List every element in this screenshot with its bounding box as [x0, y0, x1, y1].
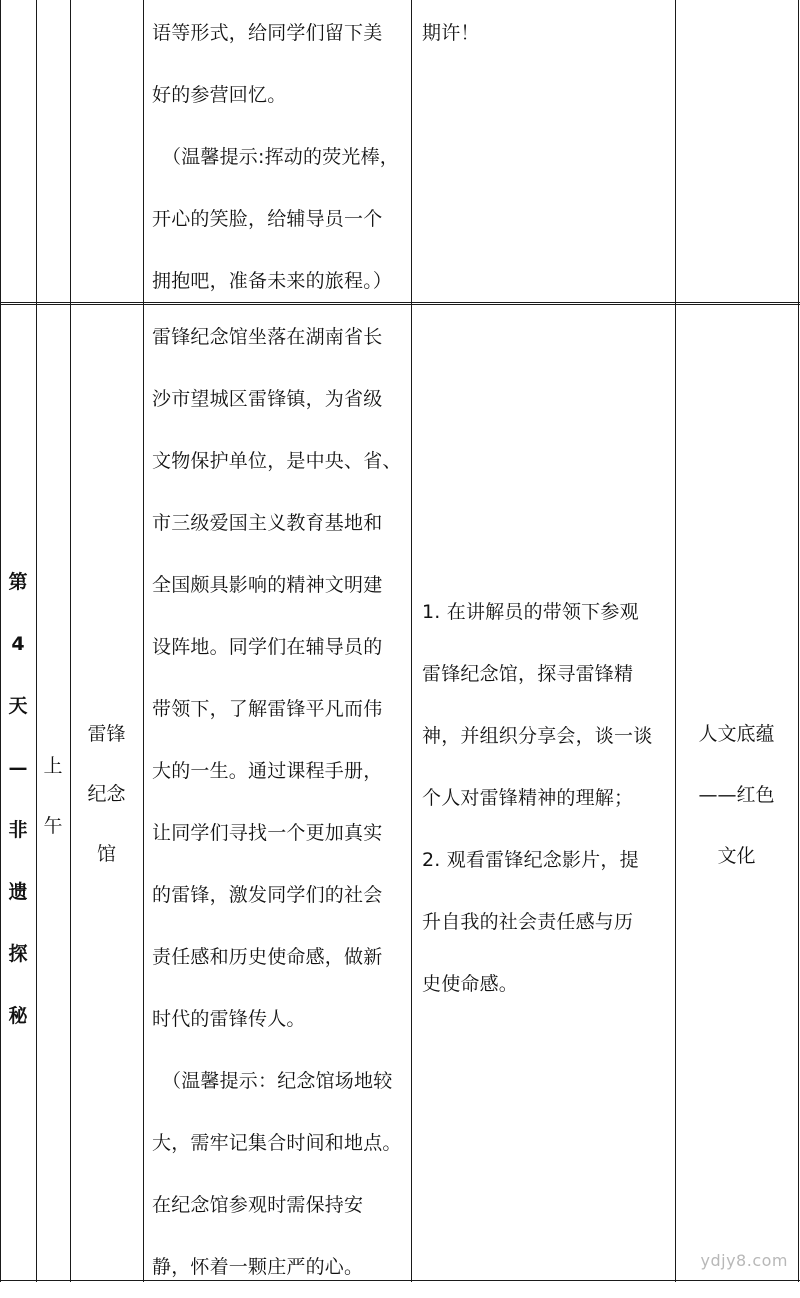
- description-line: 全国颇具影响的精神文明建: [152, 574, 383, 596]
- description-line: 开心的笑脸，给辅导员一个: [152, 208, 383, 230]
- day-label-char: 天: [8, 695, 28, 717]
- description-line: 让同学们寻找一个更加真实: [152, 822, 383, 844]
- venue-line: 纪念: [87, 783, 126, 805]
- theme-line: ——红色: [698, 784, 775, 806]
- day-label-char: 遗: [8, 881, 28, 903]
- period-char: 上: [43, 755, 63, 777]
- day-label-char: —: [8, 757, 28, 779]
- description-line: 好的参营回忆。: [152, 84, 287, 106]
- top-row-activity: [422, 2, 670, 64]
- description-line: 拥抱吧，准备未来的旅程。）: [152, 270, 393, 292]
- theme-line: 文化: [717, 845, 756, 867]
- venue-label: [70, 704, 143, 884]
- activity-line: 2. 观看雷锋纪念影片，提: [422, 849, 639, 871]
- activity-line: 期许！: [422, 22, 480, 44]
- day-label-char: 第: [8, 571, 28, 593]
- column-divider: [411, 0, 412, 1282]
- day-label-char: 探: [8, 943, 28, 965]
- description-line: 静，怀着一颗庄严的心。: [152, 1256, 364, 1278]
- activity-line: 雷锋纪念馆，探寻雷锋精: [422, 663, 634, 685]
- description-line: 大的一生。通过课程手册，: [152, 760, 383, 782]
- description-line: 市三级爱国主义教育基地和: [152, 512, 383, 534]
- activity-line: 升自我的社会责任感与历: [422, 911, 634, 933]
- column-divider: [36, 0, 37, 1282]
- description-line: 雷锋纪念馆坐落在湖南省长: [152, 326, 383, 348]
- theme-label: [675, 704, 798, 887]
- day-label-char: 非: [8, 819, 28, 841]
- day-label-char: 4: [11, 633, 25, 655]
- description-line: 带领下，了解雷锋平凡而伟: [152, 698, 383, 720]
- activity-line: 1. 在讲解员的带领下参观: [422, 601, 639, 623]
- description-line: 在纪念馆参观时需保持安: [152, 1194, 364, 1216]
- venue-line: 雷锋: [87, 723, 126, 745]
- description-line: 语等形式，给同学们留下美: [152, 22, 383, 44]
- day-label: [0, 551, 36, 1047]
- day4-activities: [422, 581, 672, 1015]
- period-char: 午: [43, 815, 63, 837]
- column-divider: [675, 0, 676, 1282]
- table-border-right: [798, 0, 799, 1282]
- description-line: 时代的雷锋传人。: [152, 1008, 306, 1030]
- activity-line: 神，并组织分享会，谈一谈: [422, 725, 653, 747]
- description-line: 的雷锋，激发同学们的社会: [152, 884, 383, 906]
- day4-description: [152, 306, 408, 1298]
- day-label-char: 秘: [8, 1005, 28, 1027]
- top-row-description: [152, 2, 408, 312]
- description-line: 文物保护单位，是中央、省、: [152, 450, 402, 472]
- activity-line: 个人对雷锋精神的理解；: [422, 787, 634, 809]
- description-line: 沙市望城区雷锋镇，为省级: [152, 388, 383, 410]
- description-line: 大，需牢记集合时间和地点。: [152, 1132, 402, 1154]
- description-line: 设阵地。同学们在辅导员的: [152, 636, 383, 658]
- venue-line: 馆: [96, 843, 116, 865]
- activity-line: 史使命感。: [422, 973, 519, 995]
- period-label: [36, 736, 70, 856]
- description-line: （温馨提示:挥动的荧光棒，: [162, 146, 400, 168]
- description-line: （温馨提示：纪念馆场地较: [162, 1070, 393, 1092]
- watermark: ydjy8.com: [700, 1251, 788, 1270]
- theme-line: 人文底蕴: [698, 723, 775, 745]
- description-line: 责任感和历史使命感，做新: [152, 946, 383, 968]
- column-divider: [143, 0, 144, 1282]
- column-divider: [70, 0, 71, 1282]
